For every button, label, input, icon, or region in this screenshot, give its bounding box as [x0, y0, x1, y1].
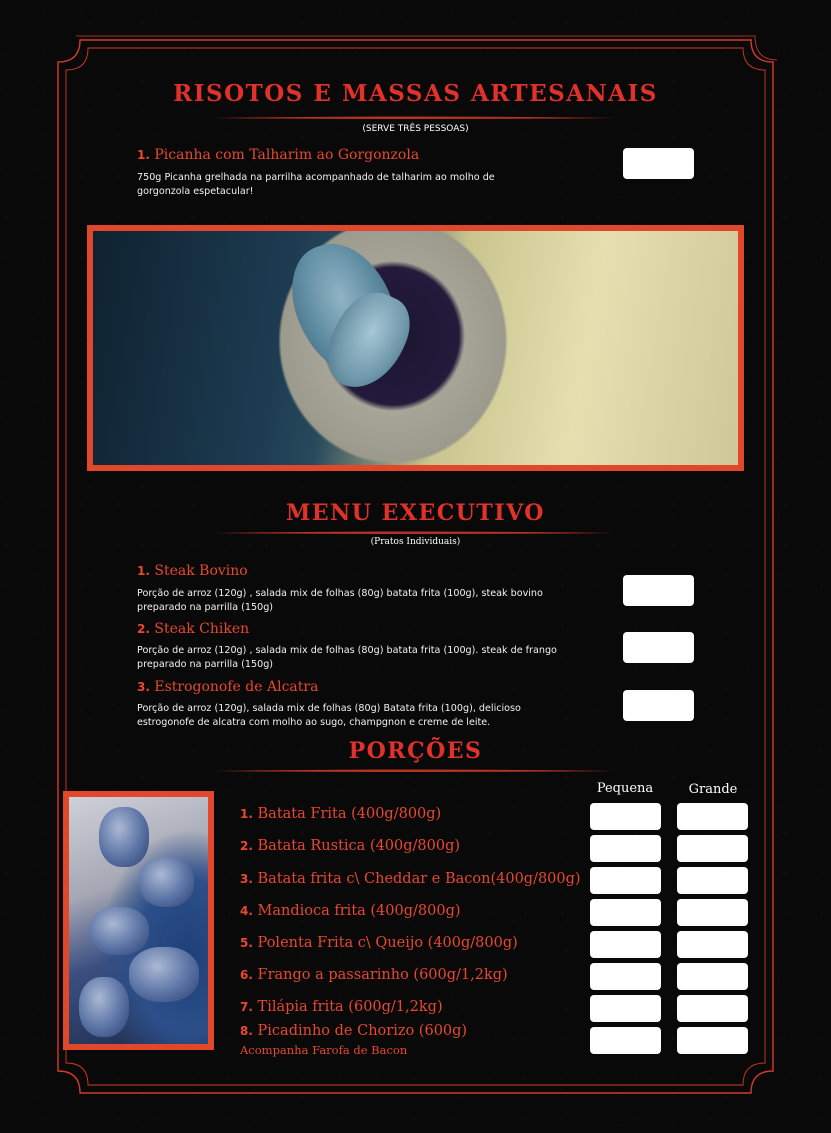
portion-item: 3. Batata frita c\ Cheddar e Bacon(400g/800g) — [240, 871, 581, 887]
price-box — [623, 632, 694, 663]
dish-description: 750g Picanha grelhada na parrilha acompanhado de talharim ao molho de gorgonzola espetacular! — [137, 172, 495, 197]
dish-description: Porção de arroz (120g) , salada mix de folhas (80g) batata frita (100g). steak de frango preparado na parrilla (150g) — [137, 645, 557, 670]
dish-name: 3. Estrogonofe de Alcatra — [137, 679, 319, 695]
portion-item: 7. Tilápia frita (600g/1,2kg) — [240, 999, 443, 1015]
price-box-large — [677, 995, 748, 1022]
section-subtitle-risotos: (SERVE TRÊS PESSOAS) — [362, 124, 469, 134]
fries-photo — [63, 791, 214, 1050]
price-box-large — [677, 963, 748, 990]
portion-item: 5. Polenta Frita c\ Queijo (400g/800g) — [240, 935, 518, 951]
portion-item: 1. Batata Frita (400g/800g) — [240, 806, 442, 822]
price-box-small — [590, 1027, 661, 1054]
column-header-large: Grande — [688, 782, 738, 797]
price-box-small — [590, 995, 661, 1022]
pasta-dish-photo — [87, 225, 744, 471]
price-box — [623, 148, 694, 179]
dish-name: 2. Steak Chiken — [137, 621, 250, 637]
price-box-large — [677, 867, 748, 894]
portion-item: 4. Mandioca frita (400g/800g) — [240, 903, 461, 919]
portion-note: Acompanha Farofa de Bacon — [240, 1043, 408, 1057]
price-box-large — [677, 803, 748, 830]
price-box — [623, 575, 694, 606]
price-box — [623, 690, 694, 721]
price-box-large — [677, 931, 748, 958]
dish-description: Porção de arroz (120g), salada mix de folhas (80g) Batata frita (100g), delicioso estrogonofe de alcatra com molho ao sugo, champgnon e creme de leite. — [137, 703, 521, 728]
price-box-large — [677, 835, 748, 862]
section-subtitle-executivo: (Pratos Individuais) — [370, 537, 461, 547]
dish-description: Porção de arroz (120g) , salada mix de folhas (80g) batata frita (100g), steak bovino preparado na parrilla (150g) — [137, 588, 543, 613]
price-box-small — [590, 963, 661, 990]
price-box-large — [677, 1027, 748, 1054]
title-underline — [215, 769, 615, 773]
price-box-small — [590, 867, 661, 894]
price-box-small — [590, 899, 661, 926]
dish-name: 1. Steak Bovino — [137, 563, 248, 579]
price-box-small — [590, 835, 661, 862]
portion-item: 2. Batata Rustica (400g/800g) — [240, 838, 461, 854]
title-underline — [215, 116, 615, 120]
title-underline — [215, 531, 615, 535]
section-title-porcoes: PORÇÕES — [348, 738, 483, 764]
section-title-risotos: RISOTOS E MASSAS ARTESANAIS — [173, 80, 658, 107]
portion-item: 6. Frango a passarinho (600g/1,2kg) — [240, 967, 508, 983]
portion-item: 8. Picadinho de Chorizo (600g) — [240, 1023, 468, 1039]
price-box-large — [677, 899, 748, 926]
section-title-executivo: MENU EXECUTIVO — [286, 500, 545, 526]
price-box-small — [590, 931, 661, 958]
dish-name: 1. Picanha com Talharim ao Gorgonzola — [137, 147, 420, 163]
column-header-small: Pequena — [596, 781, 654, 796]
price-box-small — [590, 803, 661, 830]
